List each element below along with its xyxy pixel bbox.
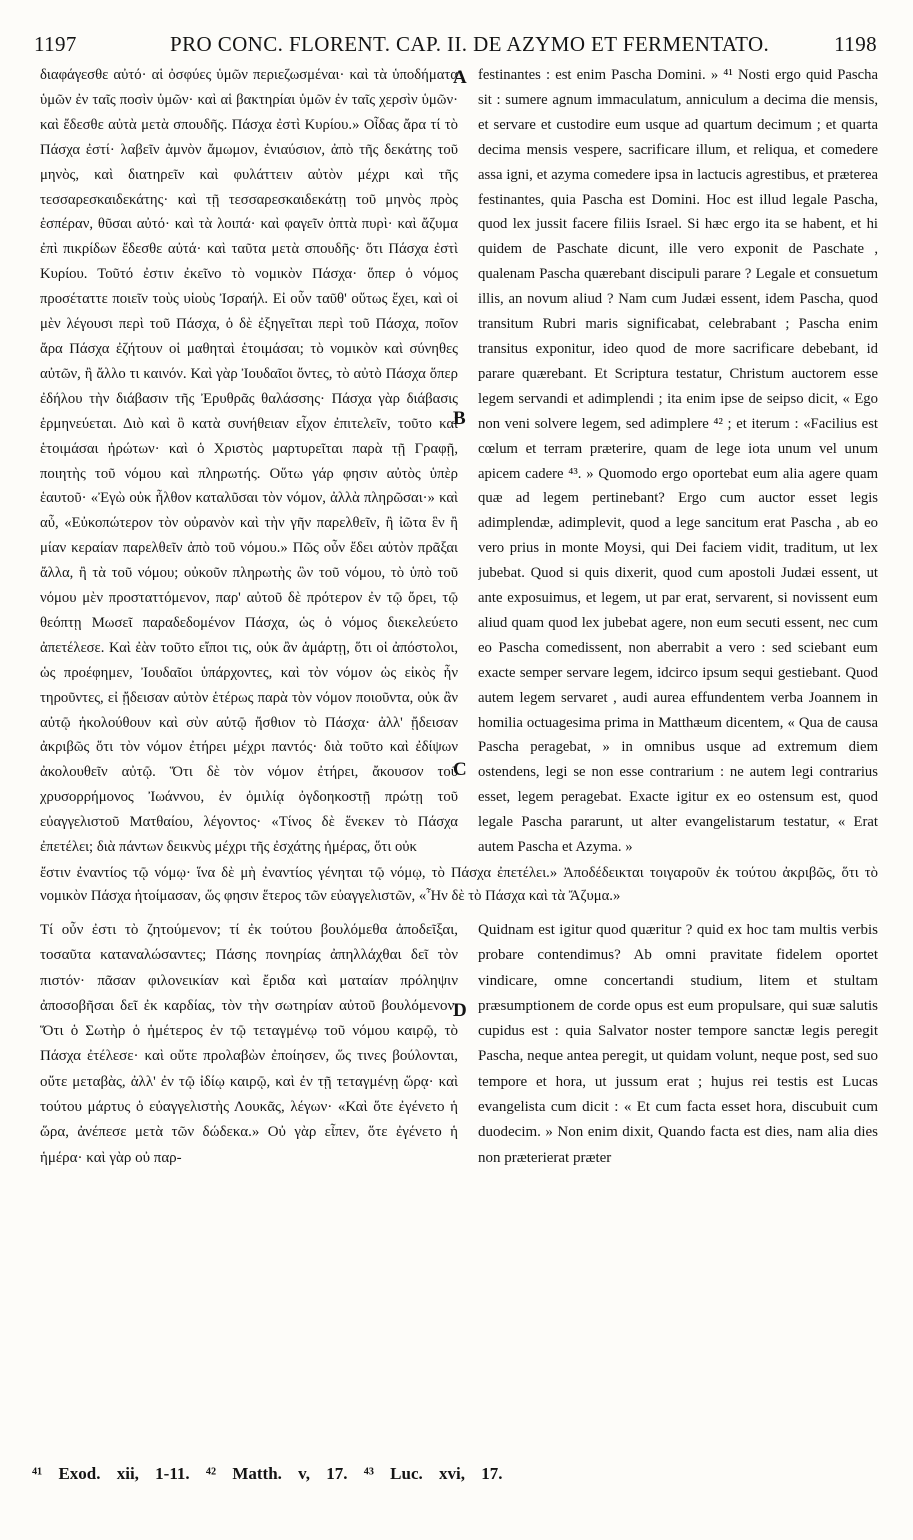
greek-spanning-block [40, 862, 878, 908]
margin-mark-a: A [453, 67, 467, 88]
greek-column-upper [40, 63, 458, 863]
running-title: PRO CONC. FLORENT. CAP. II. DE AZYMO ET FERMENTATO. [170, 32, 770, 56]
greek-text-upper: διαφάγεσθε αὐτό· αἱ ὀσφύες ὑμῶν περιεζωσμέναι· καὶ τὰ ὑποδήματα ὑμῶν ἐν ταῖς ποσὶν ὑμῶν· καὶ αἱ βακτηρίαι ὑμῶν ἐν ταῖς χερσὶν ὑμῶν· καὶ ἔδεσθε αὐτὰ μετὰ σπουδῆς. Πάσχα ἐστὶ Κυρίου.» Οἶδας ἄρα τί τὸ Πάσχα ἐστί· λαβεῖν ἀμνὸν ἄμωμον, ἐνιαύσιον, ἀπὸ τῆς δεκάτης τοῦ μηνὸς, καὶ διατηρεῖν καὶ φυλάττειν αὐτὸν μέχρι καὶ τῆς τεσσαρεσκαιδεκάτης· καὶ τῇ τεσσαρεσκαιδεκάτῃ τοῦ μηνὸς πρὸς ἑσπέραν, θῦσαι αὐτό· καὶ τὰ λοιπά· καὶ φαγεῖν ὀπτὰ πυρὶ· καὶ ἄζυμα ἐπὶ πικρίδων ἔδεσθε αὐτά· καὶ ταῦτα μετὰ σπουδῆς· ὅτι Πάσχα ἐστὶ Κυρίου. Τοῦτό ἐστιν ἐκεῖνο τὸ νομικὸν Πάσχα· ὅπερ ὁ νόμος προσέταττε ποιεῖν τοὺς υἱοὺς Ἰσραήλ. Εἰ οὖν ταῦθ' οὕτως ἔχει, καὶ οἱ μὲν λέγουσι περὶ τοῦ Πάσχα, ὁ δὲ ἐξηγεῖται περὶ τοῦ Πάσχα, ποῖον ἄρα Πάσχα ἐζήτουν οἱ μαθηταὶ ἑτοιμάσαι; τὸ νομικὸν καὶ σύνηθες αὐτῶν, ἢ ἄλλο τι καινόν. Καὶ γὰρ Ἰουδαῖοι ὄντες, τὸ αὐτὸ Πάσχα ὅπερ ἐδήλου τὴν διάβασιν τῆς Ἐρυθρᾶς θαλάσσης· Πάσχα γὰρ διάβασις ἑρμηνεύεται. Διὸ καὶ ὃ κατὰ συνήθειαν εἶχον ἐπιτελεῖν, τοῦτο καὶ ἑτοιμάσαι ἠρώτων· καὶ ὁ Χριστὸς μαρτυρεῖται παρὰ τῇ Γραφῇ, ποιητὴς τοῦ νόμου καὶ πληρωτής. Οὕτω γάρ φησιν αὐτὸς ὑπὲρ ἑαυτοῦ· «Ἐγὼ οὐκ ἦλθον καταλῦσαι τὸν νόμον, ἀλλὰ πληρῶσαι·» καὶ αὖ, «Εὐκοπώτερον τὸν οὐρανὸν καὶ τὴν γῆν παρελθεῖν, ἢ ἰῶτα ἓν ἢ μίαν κεραίαν παρελθεῖν ἀπὸ τοῦ νόμου.» Πῶς οὖν ἔδει αὐτὸν πρᾶξαι ἄλλα, ἢ τὰ τοῦ νόμου; οὐκοῦν πληρωτὴς ὢν τοῦ νόμου, τὸ ὑπὸ τοῦ νόμου μὲν προσταττόμενον, παρ' αὐτοῦ δὲ πρότερον ἐν τῷ ὄρει, τῷ θεόπτῃ Μωσεῖ παραδεδομένον Πάσχα, ὡς ὁ νόμος διεκελεύετο ἀπετέλεσε. Καὶ ἐὰν τοῦτο εἴποι τις, οὐκ ἂν ἁμάρτῃ, ὅτι οἱ ἀπόστολοι, ὡς προέφημεν, Ἰουδαῖοι ὑπάρχοντες, καὶ τὸν νόμον ὡς εἰκὸς ἦν τηροῦντες, εἰ ᾔδεισαν αὐτὸν ἑτέρως παρὰ τὸν νόμον ποιοῦντα, οὐκ ἂν αὐτῷ ἠκολούθουν καὶ σὺν αὐτῷ ἤσθιον τὸ Πάσχα· ἀλλ' ᾔδεισαν ἀκριβῶς ὅτι τὸν νόμον ἐτήρει μέχρι παντός· διὰ τοῦτο καὶ ἐδίψων ἀκολουθεῖν αὐτῷ. Ὅτι δὲ τὸν νόμον ἐτήρει, ἄκουσον τοῦ χρυσορρήμονος Ἰωάννου, ἐν ὁμιλίᾳ ὀγδοηκοστῇ πρώτῃ τοῦ εὐαγγελιστοῦ Ματθαίου, λέγοντος· «Τίνος δὲ ἕνεκεν τὸ Πάσχα ἐπετέλει; διὰ πάντων δεικνὺς μέχρι τῆς ἐσχάτης ἡμέρας, ὅτι οὐκ [40, 67, 458, 856]
latin-column-upper [478, 63, 878, 863]
greek-text-lower: Τί οὖν ἐστι τὸ ζητούμενον; τί ἐκ τούτου βουλόμεθα ἀποδεῖξαι, τοσαῦτα καταναλώσαντες; Πάσης πονηρίας ἀπηλλάχθαι δεῖ τὸν πιστόν· πᾶσαν φιλονεικίαν καὶ ἔριδα καὶ ματαίαν πρόληψιν ἀποσοβῆσαι δεῖ ἐκ καρδίας, τὸν τὴν σωτηρίαν αὐτοῦ βουλόμενον. Ὅτι ὁ Σωτὴρ ὁ ἡμέτερος ἐν τῷ τεταγμένῳ τοῦ νόμου καιρῷ, τὸ Πάσχα ἐτέλεσε· καὶ οὔτε προλαβὼν ἐποίησεν, ὥς τινες βούλονται, οὔτε μεταβὰς, ἀλλ' ἐν τῷ ἰδίῳ καιρῷ, καὶ ἐν τῇ τεταγμένῃ ὥρᾳ· καὶ τούτου μάρτυς ὁ εὐαγγελιστὴς Λουκᾶς, λέγων· «Καὶ ὅτε ἐγένετο ἡ ὥρα, ἀνέπεσε μετὰ τῶν δώδεκα.» Οὐ γὰρ εἶπεν, ὅτε ἐγένετο ἡ ἡμέρα· καὶ γὰρ οὐ παρ- [40, 922, 458, 1166]
page-number-left: 1197 [34, 32, 77, 56]
margin-mark-b: B [453, 408, 466, 429]
latin-text-upper: festinantes : est enim Pascha Domini. » ⁴¹ Nosti ergo quid Pascha sit : sumere agnum immaculatum, anniculum a decima die mensis, et servare et custodire eum usque ad quartum decimum ; et quarta decima mensis vespere, sacrificare illum, et reliqua, et comedere assa igni, et azyma comedere ipsa in lactucis agrestibus, et præterea festinantes, quia Pascha est Domini. Hoc est illud legale Pascha, quod lex jussit facere filiis Israel. Si hæc ergo ita se habent, et hi quidem de Paschate dicunt, ille vero exponit de Paschate , qualenam Pascha quærebant discipuli parare ? Legale et consuetum illis, an novum aliud ? Nam cum Judæi essent, idem Pascha, quod transitum Rubri maris significabat, celebrabant ; Pascha enim transitus exponitur, ideo quod de more sacrificare debebant, id parare quærebant. Et Scriptura testatur, Christum auctorem esse legem servandi et adimplendi ; ita enim ipse de seipso dicit, « Ego non veni solvere legem, sed adimplere ⁴² ; et iterum : «Facilius est cœlum et terram præterire, quam de lege iota unum vel unum apicem cadere ⁴³. » Quomodo ergo oportebat eum alia agere quam quæ ad legem pertinebant? Ergo cum auctor esset legis adimplendæ, adimplevit, quod a lege sancitum erat Pascha , ab eo vero prius in monte Moysi, qui Dei faciem vidit, traditum, ut lex jubebat. Quod si quis dixerit, quod cum apostoli Judæi essent, ut ante exposuimus, et legem, ut par erat, servarent, si novissent eum aliud quam quod lex jubebat agere, non eum secuti essent, nec cum eo Pascha comedissent, non aberrabit a vero : sed sciebant eum exacte semper servare legem, idcirco ipsum sequi gestiebant. Quod autem legem servaret , audi aurea effundentem verba Joannem in homilia octuagesima prima in Matthæum dicentem, « Qua de causa Pascha peragebat, » in omnibus usque ad extremum diem ostendens, legi se non esse contrarium : ne autem legi contrarius esset, legem peragebat. Exacte igitur ex eo ostensum est, quod legale Pascha pararunt, ut alter evangelistarum testatur, « Erat autem Pascha et Azyma. » [478, 67, 878, 856]
latin-column-lower [478, 918, 878, 1298]
greek-column-lower [40, 918, 458, 1298]
footnotes: ⁴¹ Exod. xii, 1-11. ⁴² Matth. v, 17. ⁴³ Luc. xvi, 17. [32, 1464, 503, 1483]
latin-text-lower: Quidnam est igitur quod quæritur ? quid ex hoc tam multis verbis probare contendimus? Ab omni pravitate fidelem oportet vindicare, omne concertandi studium, litem et stultam præsumptionem de corde opus est eum propulsare, qui suæ salutis cupidus est : quia Salvator noster tempore sanctæ legis peregit Pascha, neque antea peregit, ut quidam volunt, neque post, sed suo tempore et hora, ut jussum erat ; hujus rei testis est Lucas evangelista cum dicit : « Et cum facta esset hora, discubuit cum duodecim. » Non enim dixit, Quando facta est dies, nam alia dies non præterierat præter [478, 922, 878, 1166]
greek-spanning-text: ἔστιν ἐναντίος τῷ νόμῳ· ἵνα δὲ μὴ ἐναντίος γένηται τῷ νόμῳ, τὸ Πάσχα ἐπετέλει.» Ἀποδέδεικται τοιγαροῦν ἐκ τούτου ἀκριβῶς, ὅτι τὸ νομικὸν Πάσχα ἡτοίμασαν, ὥς φησιν ἕτερος τῶν εὐαγγελιστῶν, «Ἦν δὲ τὸ Πάσχα καὶ τὰ Ἄζυμα.» [40, 865, 878, 904]
margin-mark-c: C [453, 759, 467, 780]
running-header [30, 32, 877, 62]
page-number-right: 1198 [834, 32, 877, 56]
margin-mark-d: D [453, 1000, 467, 1021]
